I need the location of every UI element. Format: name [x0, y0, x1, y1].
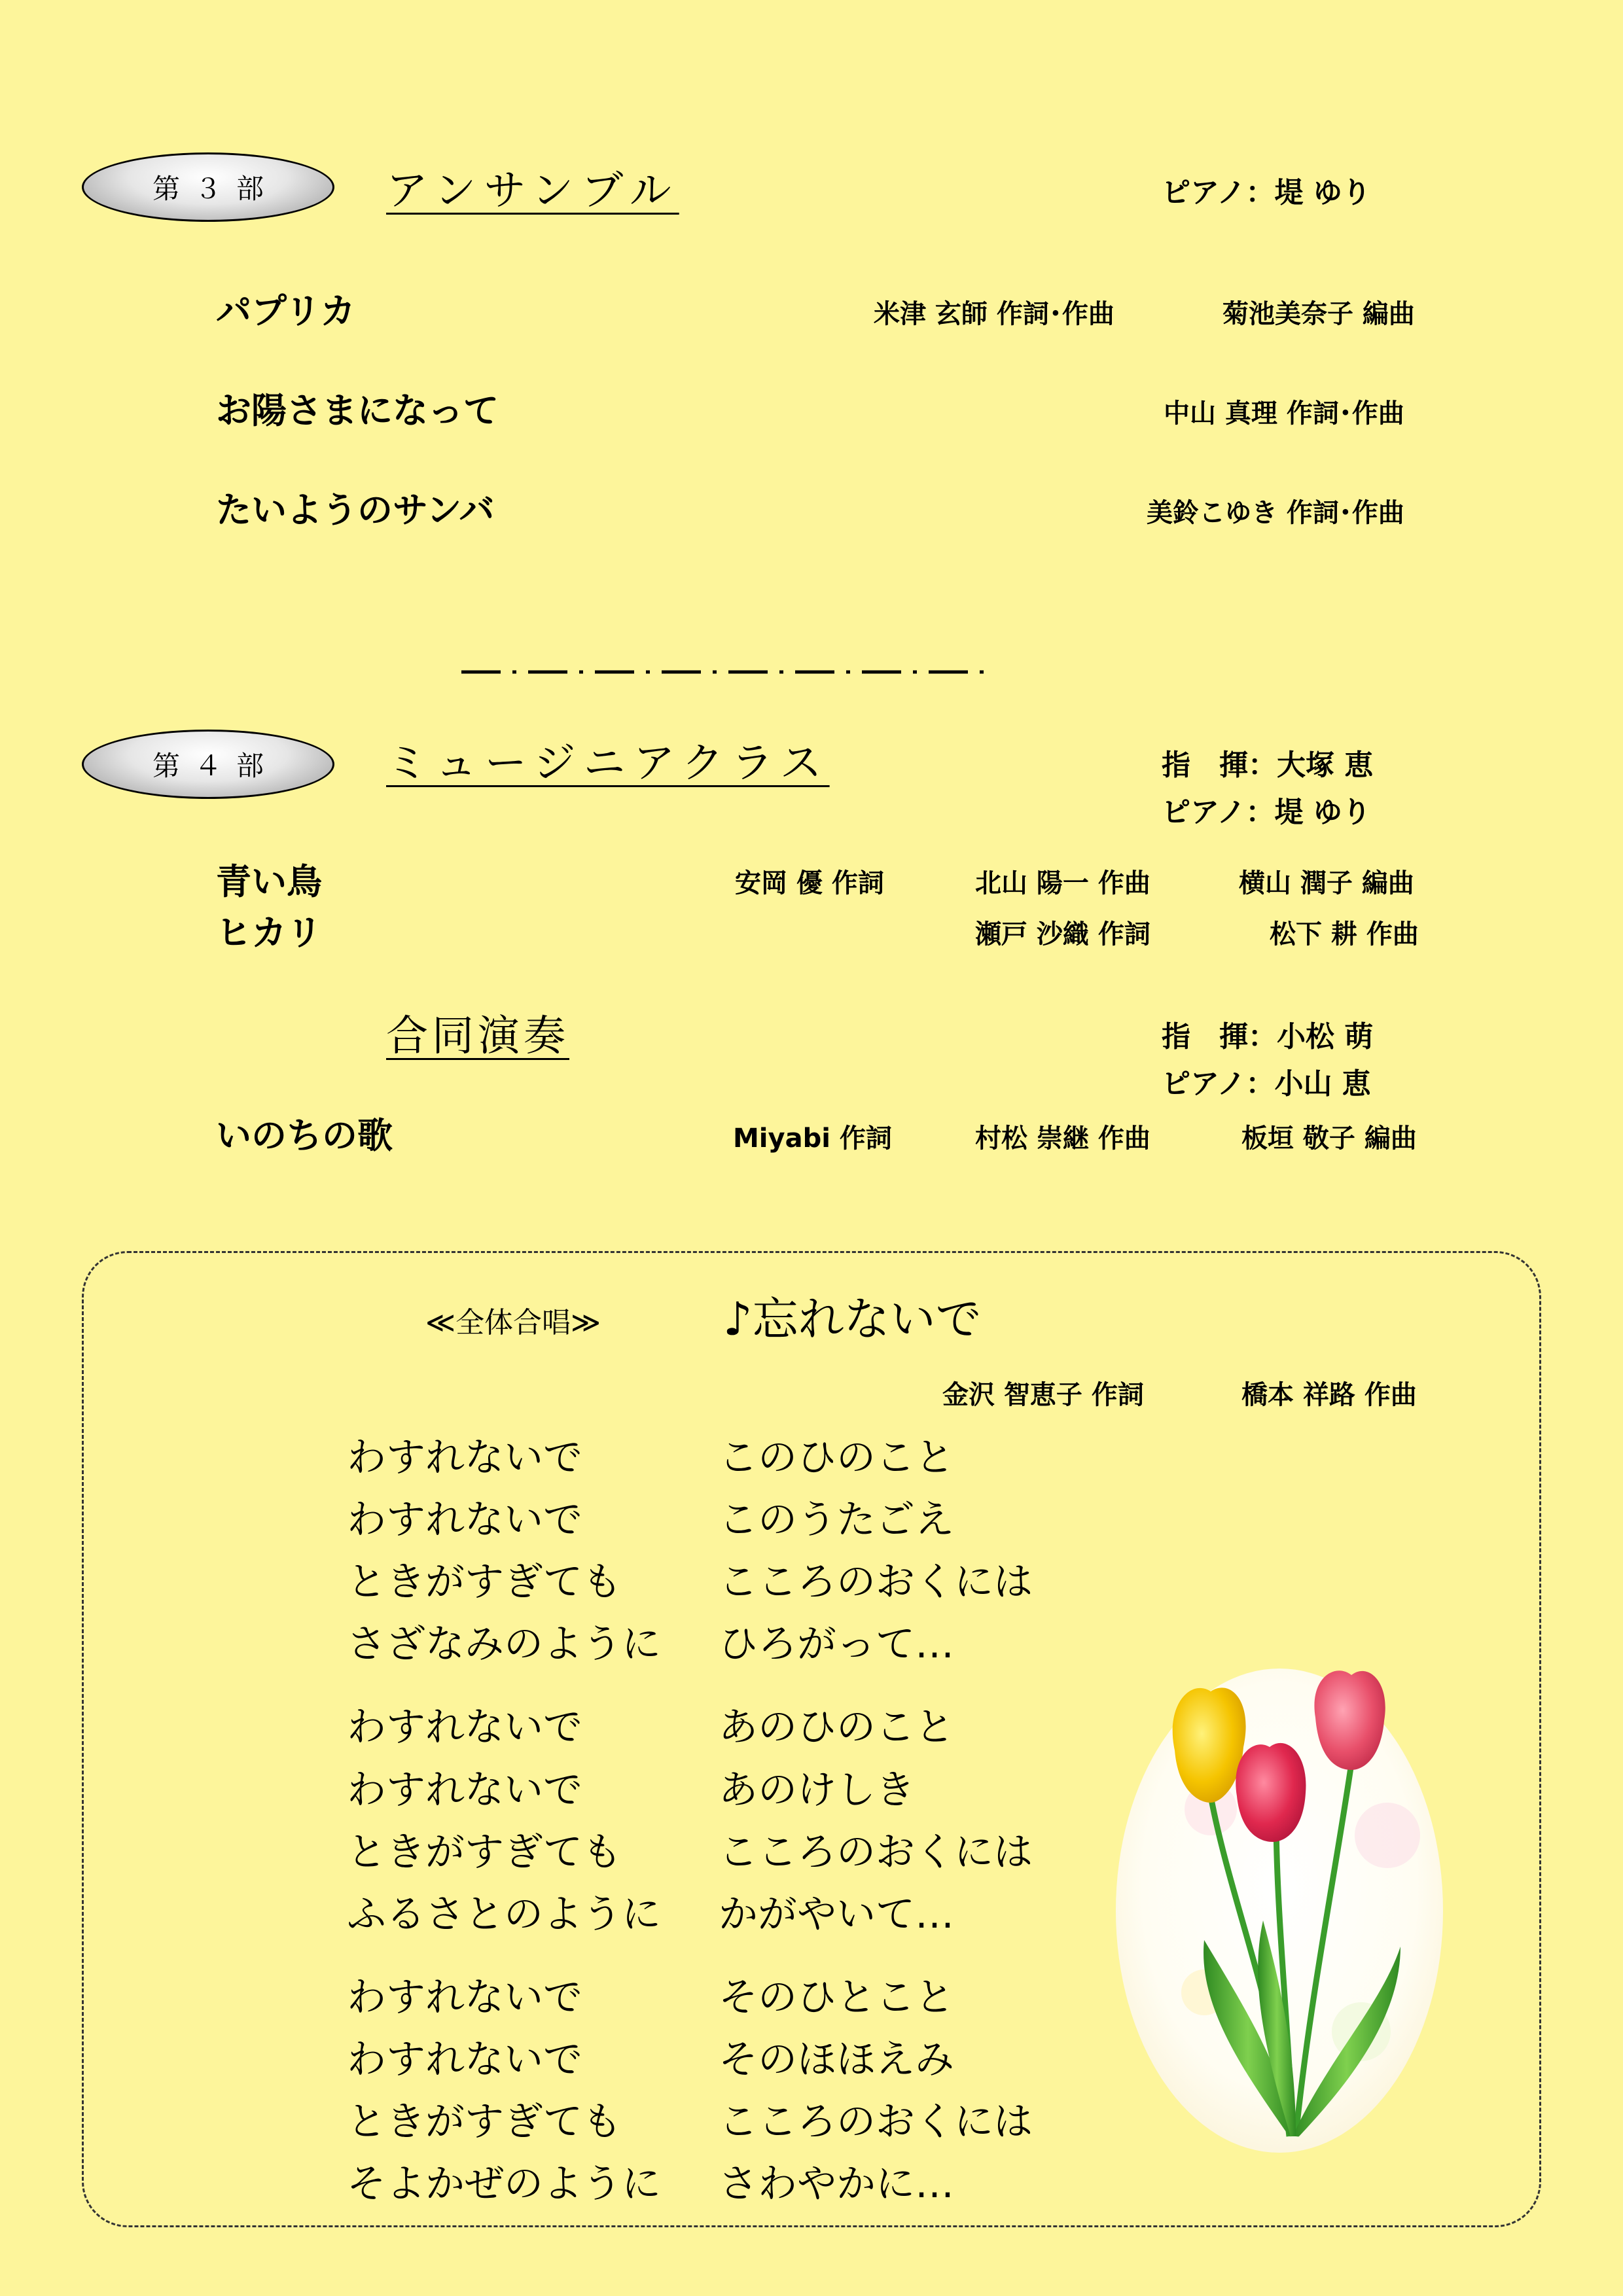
lyric-v2-l3-a: ときがすぎても — [347, 1829, 622, 1875]
part4-song-1-composer: 北山 陽一 作曲 — [975, 868, 1150, 898]
lyric-v2-l2-a: わすれないで — [347, 1767, 582, 1813]
tulip-illustration — [1113, 1665, 1446, 2156]
section-separator — [461, 669, 985, 675]
lyric-v2-l1-a: わすれないで — [347, 1704, 582, 1750]
lyric-v1-l1-b: このひのこと — [719, 1435, 954, 1481]
lyric-v1-l3-b: こころのおくには — [719, 1559, 1033, 1605]
joint-song-title: いのちの歌 — [216, 1115, 393, 1156]
part3-song-2-title: お陽さまになって — [216, 390, 499, 431]
lyric-v2-l2-b: あのけしき — [719, 1767, 915, 1813]
chorus-label: ≪全体合唱≫ — [425, 1306, 601, 1339]
chorus-title: ♪忘れないで — [723, 1292, 982, 1346]
lyric-v3-l1-a: わすれないで — [347, 1975, 582, 2021]
part3-song-1-title: パプリカ — [216, 291, 356, 332]
part3-song-1-credit2: 菊池美奈子 編曲 — [1222, 299, 1415, 329]
lyric-v3-l3-a: ときがすぎても — [347, 2099, 622, 2145]
part4-piano: ピアノ：堤 ゆり — [1162, 796, 1371, 829]
joint-song-composer: 村松 崇継 作曲 — [975, 1123, 1150, 1154]
part3-song-3-credit1: 美鈴こゆき 作詞･作曲 — [1147, 498, 1404, 528]
lyric-v3-l2-b: そのほほえみ — [719, 2037, 954, 2083]
lyric-v2-l4-b: かがやいて… — [719, 1892, 954, 1937]
part4-song-2-lyricist: 瀬戸 沙織 作詞 — [975, 919, 1150, 949]
part4-title: ミュージニアクラス — [386, 739, 830, 788]
lyric-v1-l4-a: さざなみのように — [347, 1621, 661, 1667]
joint-song-lyricist: Miyabi 作詞 — [733, 1123, 892, 1154]
part3-piano: ピアノ：堤 ゆり — [1162, 176, 1371, 209]
part4-song-1-arranger: 横山 潤子 編曲 — [1239, 868, 1414, 898]
part3-badge-label: 第３部 — [152, 173, 278, 205]
part4-song-2-composer: 松下 耕 作曲 — [1270, 919, 1419, 949]
part4-song-2-title: ヒカリ — [216, 912, 322, 953]
lyric-v2-l3-b: こころのおくには — [719, 1829, 1033, 1875]
lyric-v3-l4-b: さわやかに… — [719, 2161, 954, 2207]
part4-badge-label: 第４部 — [152, 750, 278, 782]
part4-song-1-lyricist: 安岡 優 作詞 — [735, 868, 884, 898]
joint-title: 合同演奏 — [386, 1012, 569, 1061]
chorus-lyricist: 金沢 智恵子 作詞 — [942, 1380, 1144, 1410]
part4-conductor: 指 揮：大塚 恵 — [1162, 749, 1374, 782]
part3-song-3-title: たいようのサンバ — [216, 489, 495, 531]
part3-title: アンサンブル — [386, 167, 679, 215]
lyric-v2-l4-a: ふるさとのように — [347, 1892, 661, 1937]
lyric-v1-l3-a: ときがすぎても — [347, 1559, 622, 1605]
lyric-v3-l3-b: こころのおくには — [719, 2099, 1033, 2145]
part4-song-1-title: 青い鳥 — [216, 861, 322, 902]
joint-song-arranger: 板垣 敬子 編曲 — [1241, 1123, 1417, 1154]
lyric-v3-l1-b: そのひとこと — [719, 1975, 954, 2021]
lyric-v1-l1-a: わすれないで — [347, 1435, 582, 1481]
joint-piano: ピアノ：小山 恵 — [1162, 1067, 1371, 1101]
lyric-v1-l2-a: わすれないで — [347, 1497, 582, 1543]
part3-song-1-credit1: 米津 玄師 作詞･作曲 — [874, 299, 1115, 329]
part3-song-2-credit1: 中山 真理 作詞･作曲 — [1164, 398, 1404, 429]
part4-badge — [82, 730, 334, 799]
lyric-v2-l1-b: あのひのこと — [719, 1704, 954, 1750]
lyric-v1-l4-b: ひろがって… — [719, 1621, 954, 1667]
lyric-v3-l2-a: わすれないで — [347, 2037, 582, 2083]
part3-badge — [82, 152, 334, 222]
joint-conductor: 指 揮：小松 萌 — [1162, 1020, 1374, 1053]
chorus-composer: 橋本 祥路 作曲 — [1241, 1380, 1417, 1410]
lyric-v3-l4-a: そよかぜのように — [347, 2161, 661, 2207]
lyric-v1-l2-b: このうたごえ — [719, 1497, 954, 1543]
